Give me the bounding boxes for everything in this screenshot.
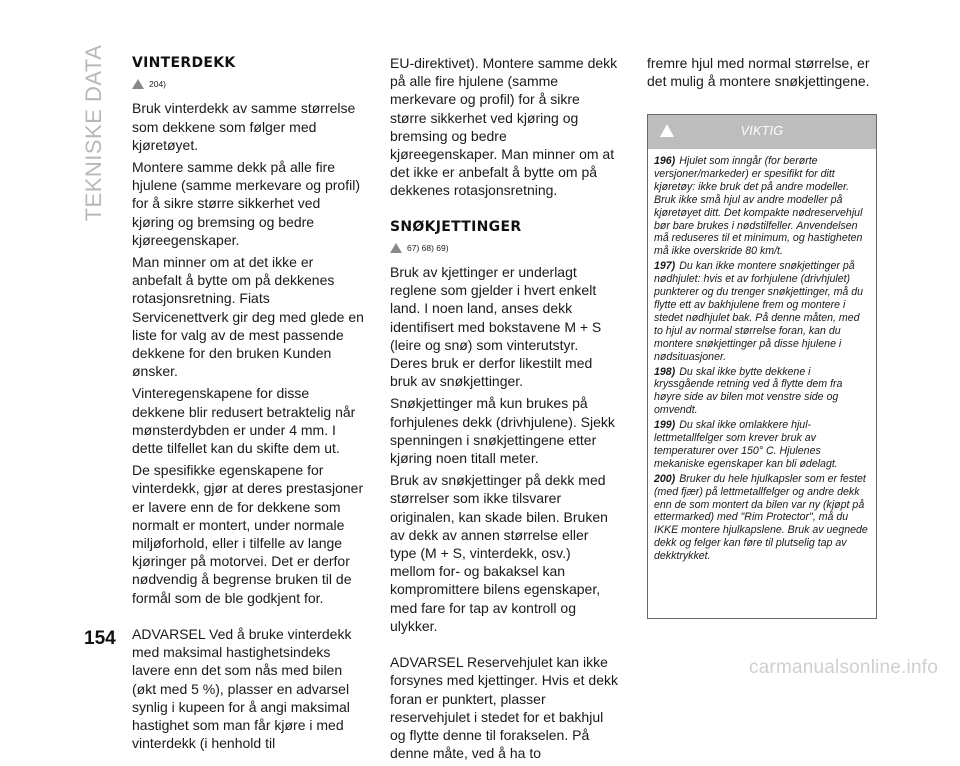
warning-paragraph: ADVARSEL Reservehjulet kan ikke forsynes med kjettinger. Hvis et dekk foran er punktert, plasser reservehjulet i stedet for et bakhjul og flytte denne til forakselen. På denne måte, ved å ha to	[390, 654, 618, 762]
warning-item: 200) Bruker du hele hjulkapsler som er festet (med fjær) på lettmetallfelger og andre dekk enn de som montert da bilen var ny (kjøpt på ettermarked) med "Rim Protector", må du IKKE montere hjulkapslene. Bruk av uegnede dekk og felger kan føre til plutselig tap av dekktrykket.	[654, 472, 868, 563]
paragraph: Bruk av kjettinger er underlagt reglene som gjelder i hvert enkelt land. I noen land, anses dekk identifisert med bokstavene M + S (leire og snø) som vinterutstyr. Deres bruk er derfor likestilt med bruk av snøkjettinger.	[390, 264, 602, 390]
warning-box-body	[648, 149, 876, 563]
page-number: 154	[84, 628, 116, 649]
paragraph: Vinteregenskapene for disse dekkene blir redusert betraktelig når mønsterdybden er under 4 mm. I dette tilfellet kan du skifte dem ut.	[132, 385, 356, 457]
warning-triangle-icon	[390, 243, 402, 253]
refs-snokjettinger	[390, 239, 618, 257]
watermark: carmanualsonline.info	[748, 657, 938, 678]
paragraph: Montere samme dekk på alle fire hjulene (samme merkevare og profil) for å sikre større sikkerhet ved kjøring og bremsing og bedre kjøreegenskaper.	[132, 159, 360, 248]
warning-box-title: VIKTIG	[740, 124, 784, 138]
paragraph: Bruk vinterdekk av samme størrelse som dekkene som følger med kjøretøyet.	[132, 100, 356, 153]
warning-item: 198) Du skal ikke bytte dekkene i kryssgående retning ved å flytte dem fra høyre side av bilen mot venstre side og omvendt.	[654, 365, 843, 417]
heading-snokjettinger: SNØKJETTINGER	[390, 218, 522, 235]
heading-vinterdekk: VINTERDEKK	[132, 55, 236, 71]
refs-vinterdekk	[132, 75, 364, 93]
warning-box-header	[648, 115, 876, 149]
column-3	[647, 54, 877, 94]
paragraph: fremre hjul med normal størrelse, er det mulig å montere snøkjettingene.	[647, 55, 870, 90]
column-2	[390, 54, 618, 766]
paragraph: Snøkjettinger må kun brukes på forhjulenes dekk (drivhjulene). Sjekk spenningen i snøkjettingene etter kjøring noen titall meter.	[390, 395, 615, 467]
warning-paragraph: ADVARSEL Ved å bruke vinterdekk med maksimal hastighetsindeks lavere enn det som nås med bilen (økt med 5 %), plasser en advarsel synlig i kupeen for å angi maksimal hastighet som man får kjøre i med vinterdekk (i henhold til	[132, 625, 352, 752]
paragraph: Bruk av snøkjettinger på dekk med størrelser som ikke tilsvarer originalen, kan skade bilen. Bruken av dekk av annen størrelse eller type (M + S, vinterdekk, osv.) mellom for- og bakaksel kan kompromittere bilens egenskaper, med fare for tap av kontroll og ulykker.	[390, 472, 608, 634]
warning-item: 196) Hjulet som inngår (for berørte versjoner/markeder) er spesifikt for ditt kjøretøy: ikke bruk det på andre modeller. Bruk ikke små hjul av andre modeller på kjøretøyet ditt. Det kompakte nødreservehjul bør bare brukes i nødstilfeller. Anvendelsen må reduseres til et minimum, og hastigheten må ikke overskride 80 km/t.	[654, 155, 863, 258]
chapter-title: TEKNISKE DATA	[81, 44, 106, 222]
warning-triangle-icon	[132, 79, 144, 89]
paragraph: Man minner om at det ikke er anbefalt å bytte om på dekkenes rotasjonsretning. Fiats Servicenettverk gir deg med glede en liste for valg av de mest passende dekkene for den bruken Kunden ønsker.	[132, 254, 364, 380]
ref-numbers: 67) 68) 69)	[407, 242, 449, 253]
column-1	[132, 54, 364, 756]
warning-box	[647, 114, 877, 619]
warning-item: 199) Du skal ikke omlakkere hjul-lettmetallfelger som krever bruk av temperaturer over 150° C. Hjulenes mekaniske egenskaper kan bli ødelagt.	[654, 419, 838, 470]
chapter-side-tab	[81, 44, 106, 222]
warning-item: 197) Du kan ikke montere snøkjettinger på nødhjulet: hvis et av forhjulene (drivhjulet) punkterer og du trenger snøkjettinger, må du flytte ett av bakhjulene frem og montere i stedet nødhjulet bak. På denne måten, med to hjul av normal størrelse foran, kan du montere snøkjettinger på disse hjulene i nødsituasjoner.	[654, 260, 864, 363]
paragraph: EU-direktivet). Montere samme dekk på alle fire hjulene (samme merkevare og profil) for å sikre større sikkerhet ved kjøring og bremsing og bedre kjøreegenskaper. Man minner om at det ikke er anbefalt å bytte om på dekkenes rotasjonsretning.	[390, 55, 618, 199]
paragraph: De spesifikke egenskapene for vinterdekk, gjør at deres prestasjoner er lavere enn de for dekkene som normalt er montert, under normale miljøforhold, eller i tilfelle av lange kjøringer på motorvei. Det er derfor nødvendig å begrense bruken til de formål som de ble godkjent for.	[132, 462, 364, 606]
ref-number: 204)	[149, 79, 167, 90]
